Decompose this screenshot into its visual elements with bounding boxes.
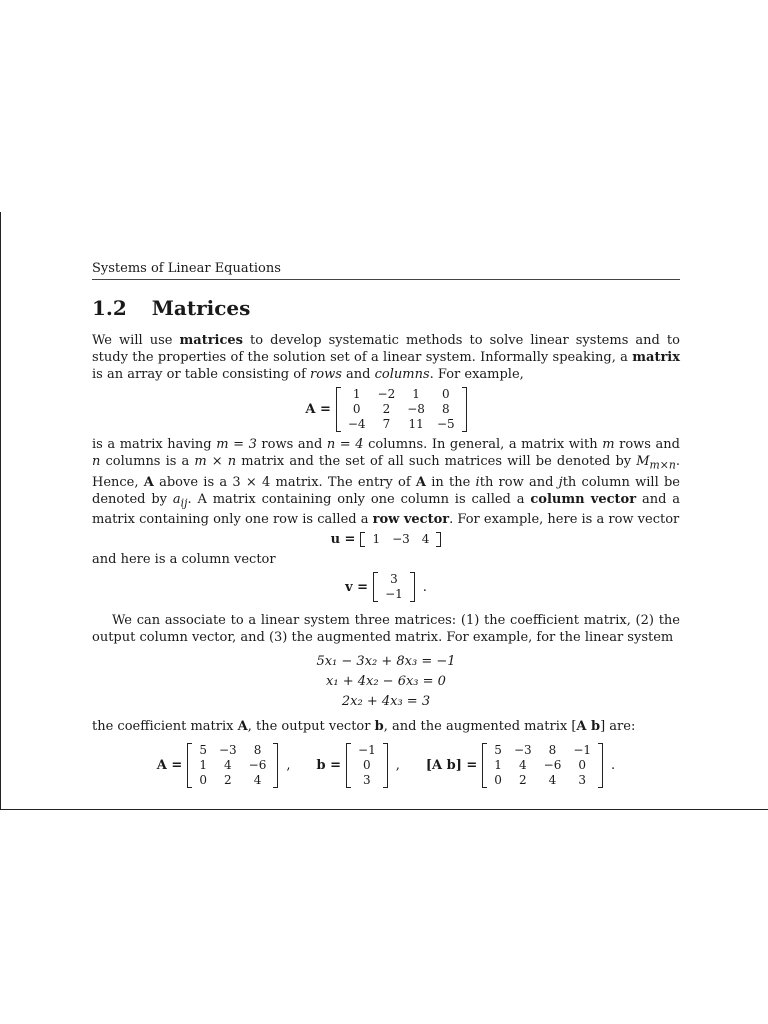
- matrix-a-equation: [92, 387, 680, 432]
- matrix-a-label: A =: [305, 402, 331, 417]
- matrix-a: 1 −2 1 0 0 2 −8 8 −4 7 11 −5: [336, 387, 467, 432]
- row-vector-label: u =: [330, 532, 356, 548]
- section-heading: [92, 296, 680, 320]
- system-equation-3: 2x₂ + 4x₃ = 3: [341, 694, 431, 710]
- system-equation-1: 5x₁ − 3x₂ + 8x₃ = −1: [316, 654, 456, 670]
- row-vector-u: 1 −3 4: [360, 532, 441, 547]
- section-number: 1.2: [92, 296, 127, 320]
- coefficient-matrix-label: A =: [156, 758, 183, 774]
- column-vector-v: 3 −1: [373, 572, 415, 602]
- augmented-matrix-label: [A b] =: [425, 758, 478, 774]
- paragraph-associated-matrices: We can associate to a linear system three matrices: (1) the coefficient matrix, (2) the output column vector, and (3) the augmented matrix. For example, for the linear system: [92, 613, 680, 646]
- row-vector-equation: [92, 532, 680, 547]
- output-vector-label: b =: [316, 758, 342, 774]
- coefficient-matrix: 5 −3 8 1 4 −6 0 2 4: [187, 743, 278, 788]
- output-vector: −1 0 3: [346, 743, 388, 788]
- column-vector-equation: v = 3 −1 .: [345, 572, 427, 602]
- section-title: Matrices: [151, 296, 251, 320]
- paragraph-definitions: is a matrix having m = 3 rows and n = 4 columns. In general, a matrix with m rows and n columns is a m × n matrix and the set of all such matrices will be denoted by $M_{m\times n}$. Hence, A above is a 3 × 4 matrix. The entry of A in the ith row and jth column will be denoted by $a_{ij}$. A matrix containing only one column is called a column vector and a matrix containing only one row is called a row vector. For example, here is a row vector: [92, 437, 681, 528]
- final-matrices-equation: A = 5 −3 8 1 4 −6 0 2 4 , b = −1 0 3 , [A b] = 5 −3 8 −1 1 4 −6 0 0 2 4 3 .: [156, 743, 616, 788]
- linear-system: [92, 652, 680, 712]
- augmented-matrix: 5 −3 8 −1 1 4 −6 0 0 2 4 3: [482, 743, 603, 788]
- running-header: Systems of Linear Equations: [92, 261, 680, 280]
- paragraph-coefficient-summary: the coefficient matrix A, the output vector b, and the augmented matrix [A b] are:: [92, 719, 636, 735]
- column-vector-label: v =: [345, 579, 369, 595]
- paragraph-column-intro: and here is a column vector: [92, 552, 276, 568]
- paragraph-intro: We will use matrices to develop systematic methods to solve linear systems and to study the properties of the solution set of a linear system. Informally speaking, a matrix is an array or table consisting of rows and columns. For example,: [92, 333, 680, 382]
- system-equation-2: x₁ + 4x₂ − 6x₃ = 0: [326, 674, 446, 690]
- page-content: [92, 258, 680, 792]
